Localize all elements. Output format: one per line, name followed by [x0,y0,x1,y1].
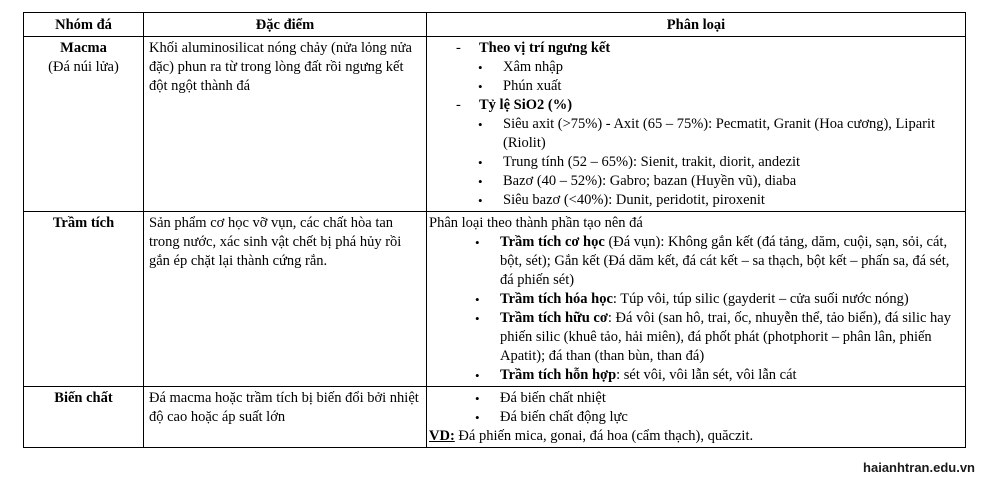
header-classification: Phân loại [427,13,966,37]
list-item: • Bazơ (40 – 52%): Gabro; bazan (Huyền vũ), diaba [432,172,960,191]
list-item: • Phún xuất [432,77,960,96]
example-line [429,427,960,446]
group-cell [24,37,144,212]
group-subtitle: (Đá núi lửa) [48,59,119,75]
section-title [432,39,960,58]
list-item: • Đá biến chất nhiệt [429,389,960,408]
list-item [429,366,960,385]
table-row-macma [24,37,966,212]
bullet-list [429,233,960,385]
header-characteristics: Đặc điểm [144,13,427,37]
group-name: Trầm tích [52,215,115,231]
list-item: • Đá biến chất động lực [429,408,960,427]
group-cell [24,387,144,448]
table-row-bien-chat [24,387,966,448]
term-text: : Đá vôi (san hô, trai, ốc, nhuyễn thể, tảo biển), đá silic hay phiến silic (khuê tảo, hải miên), đá phốt phát (photphorit – phân lân, phiến Apatit); đá than (than bùn, than đá) [500,310,951,364]
classification-cell [427,37,966,212]
dash-marker: - [456,97,461,113]
term: Trầm tích hóa học [500,291,613,307]
classification-cell [427,387,966,448]
list-item: • Xâm nhập [432,58,960,77]
group-name: Biến chất [54,390,113,406]
section-title-text: Theo vị trí ngưng kết [479,40,611,56]
bullet-list [432,58,960,96]
list-item: • Siêu bazơ (<40%): Dunit, peridotit, piroxenit [432,191,960,210]
term: Trầm tích hữu cơ [500,310,608,326]
list-item: • Trung tính (52 – 65%): Sienit, trakit, diorit, andezit [432,153,960,172]
example-label: VD: [429,428,455,444]
term: Trầm tích hỗn hợp [500,367,617,383]
site-watermark: haianhtran.edu.vn [863,460,975,475]
list-item: • Siêu axit (>75%) - Axit (65 – 75%): Pecmatit, Granit (Hoa cương), Liparit (Riolit) [432,115,960,153]
list-item [429,290,960,309]
header-group: Nhóm đá [24,13,144,37]
group-name: Macma [60,40,107,56]
list-item [429,233,960,290]
term-text: : Túp vôi, túp silic (gayderit – cửa suối nước nóng) [612,291,909,307]
table-row-tram-tich [24,212,966,387]
description-cell: Khối aluminosilicat nóng chảy (nửa lỏng nửa đặc) phun ra từ trong lòng đất rồi ngưng kết đột ngột thành đá [144,37,427,212]
classification-intro: Phân loại theo thành phần tạo nên đá [429,215,643,231]
term-text: : sét vôi, vôi lẫn sét, vôi lẫn cát [616,367,797,383]
section-title [432,96,960,115]
example-text: Đá phiến mica, gonai, đá hoa (cẩm thạch), quăczit. [454,428,754,444]
term: Trầm tích cơ học [500,234,605,250]
bullet-list [432,115,960,210]
bullet-list [429,389,960,427]
group-cell [24,212,144,387]
header-row [24,13,966,37]
description-cell: Đá macma hoặc trầm tích bị biến đổi bởi nhiệt độ cao hoặc áp suất lớn [144,387,427,448]
section-title-text: Tỷ lệ SiO2 (%) [479,97,573,113]
list-item [429,309,960,366]
classification-cell [427,212,966,387]
description-cell: Sản phẩm cơ học vỡ vụn, các chất hòa tan trong nước, xác sinh vật chết bị phá hủy rồi gắn ép chặt lại thành cứng rắn. [144,212,427,387]
dash-marker: - [456,40,461,56]
rock-classification-table [23,12,966,448]
term-text: (Đá vụn): Không gắn kết (đá tảng, dăm, cuội, sạn, sỏi, cát, bột, sét); Gắn kết (Đá dăm kết, đá cát kết – sa thạch, bột kết – phấn sa, đá sét, đá phiến sét) [500,234,950,288]
